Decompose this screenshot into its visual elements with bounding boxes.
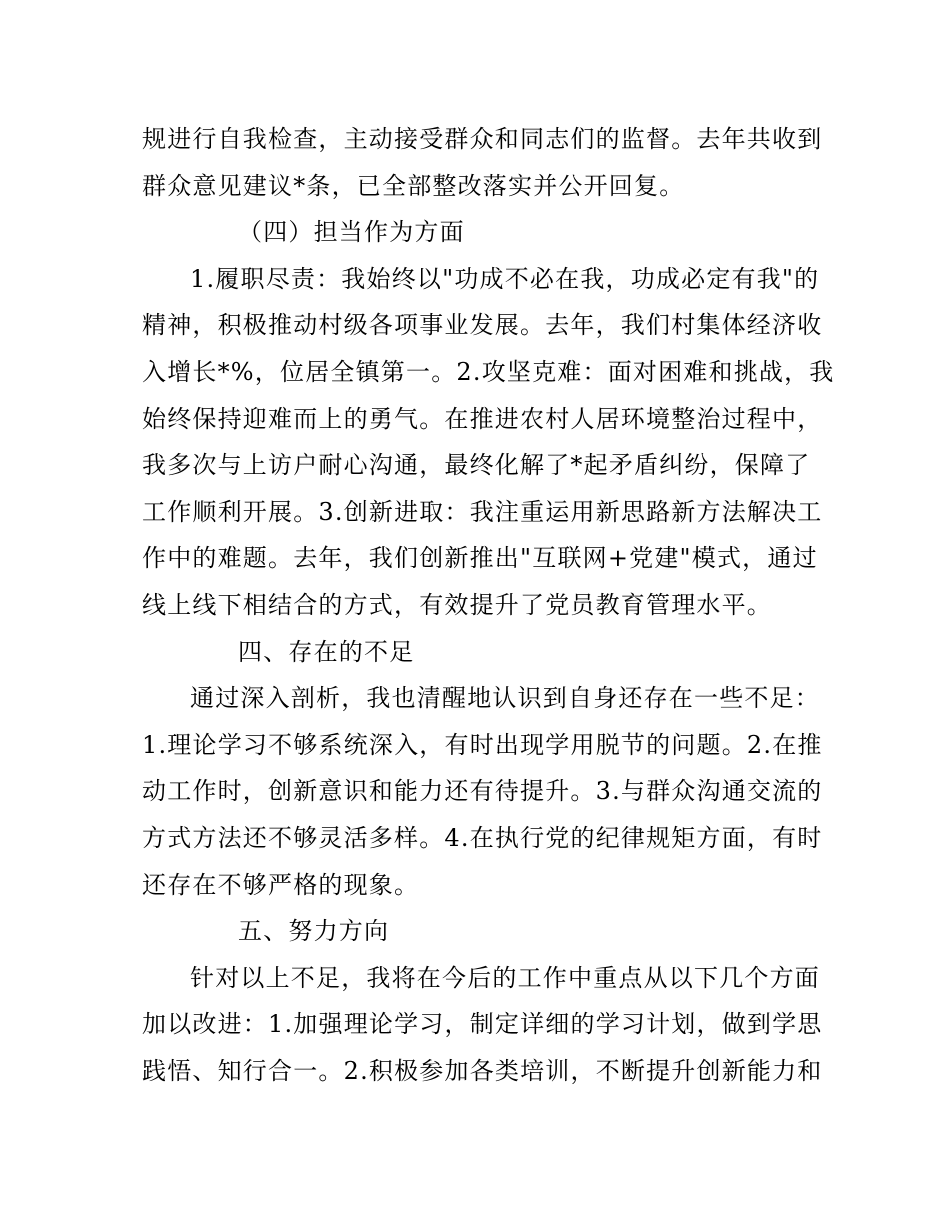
paragraph-line: 通过深入剖析，我也清醒地认识到自身还存在一些不足： [190,684,820,713]
paragraph-line: 作中的难题。去年，我们创新推出"互联网+党建"模式，通过 [142,544,818,573]
heading-shortcomings [142,629,810,676]
paragraph-line: 精神，积极推动村级各项事业发展。去年，我们村集体经济收 [142,311,823,340]
heading-direction [142,908,810,955]
paragraph-line: 工作顺利开展。3.创新进取：我注重运用新思路新方法解决工 [142,497,823,526]
paragraph-line: 还存在不够严格的现象。 [142,870,420,899]
heading-text: （四）担当作为方面 [238,218,465,247]
paragraph-line: 入增长*%，位居全镇第一。2.攻坚克难：面对困难和挑战，我 [142,357,835,386]
paragraph-line: 我多次与上访户耐心沟通，最终化解了*起矛盾纠纷，保障了 [142,451,811,480]
paragraph-line: 始终保持迎难而上的勇气。在推进农村人居环境整治过程中， [142,404,823,433]
paragraph-line: 规进行自我检查，主动接受群众和同志们的监督。去年共收到 [142,125,823,153]
paragraph-line: 针对以上不足，我将在今后的工作中重点从以下几个方面 [190,963,820,992]
heading-text: 四、存在的不足 [238,637,415,666]
document-page [142,116,835,1094]
paragraph-shortcomings [142,675,823,908]
paragraph-line: 方式方法还不够灵活多样。4.在执行党的纪律规矩方面，有时 [142,823,823,852]
paragraph-line: 1.履职尽责：我始终以"功成不必在我，功成必定有我"的 [190,264,820,293]
paragraph-line: 践悟、知行合一。2.积极参加各类培训，不断提升创新能力和 [142,1056,823,1085]
paragraph-supervision-continued [142,116,823,209]
paragraph-line: 1.理论学习不够系统深入，有时出现学用脱节的问题。2.在推 [142,730,823,759]
heading-section-4 [142,209,810,256]
heading-text: 五、努力方向 [238,917,390,946]
paragraph-line: 群众意见建议*条，已全部整改落实并公开回复。 [142,171,685,200]
paragraph-line: 动工作时，创新意识和能力还有待提升。3.与群众沟通交流的 [142,777,823,806]
paragraph-line: 加以改进：1.加强理论学习，制定详细的学习计划，做到学思 [142,1010,823,1039]
paragraph-line: 线上线下相结合的方式，有效提升了党员教育管理水平。 [142,590,772,619]
paragraph-responsibility [142,256,835,629]
paragraph-direction [142,955,823,1095]
